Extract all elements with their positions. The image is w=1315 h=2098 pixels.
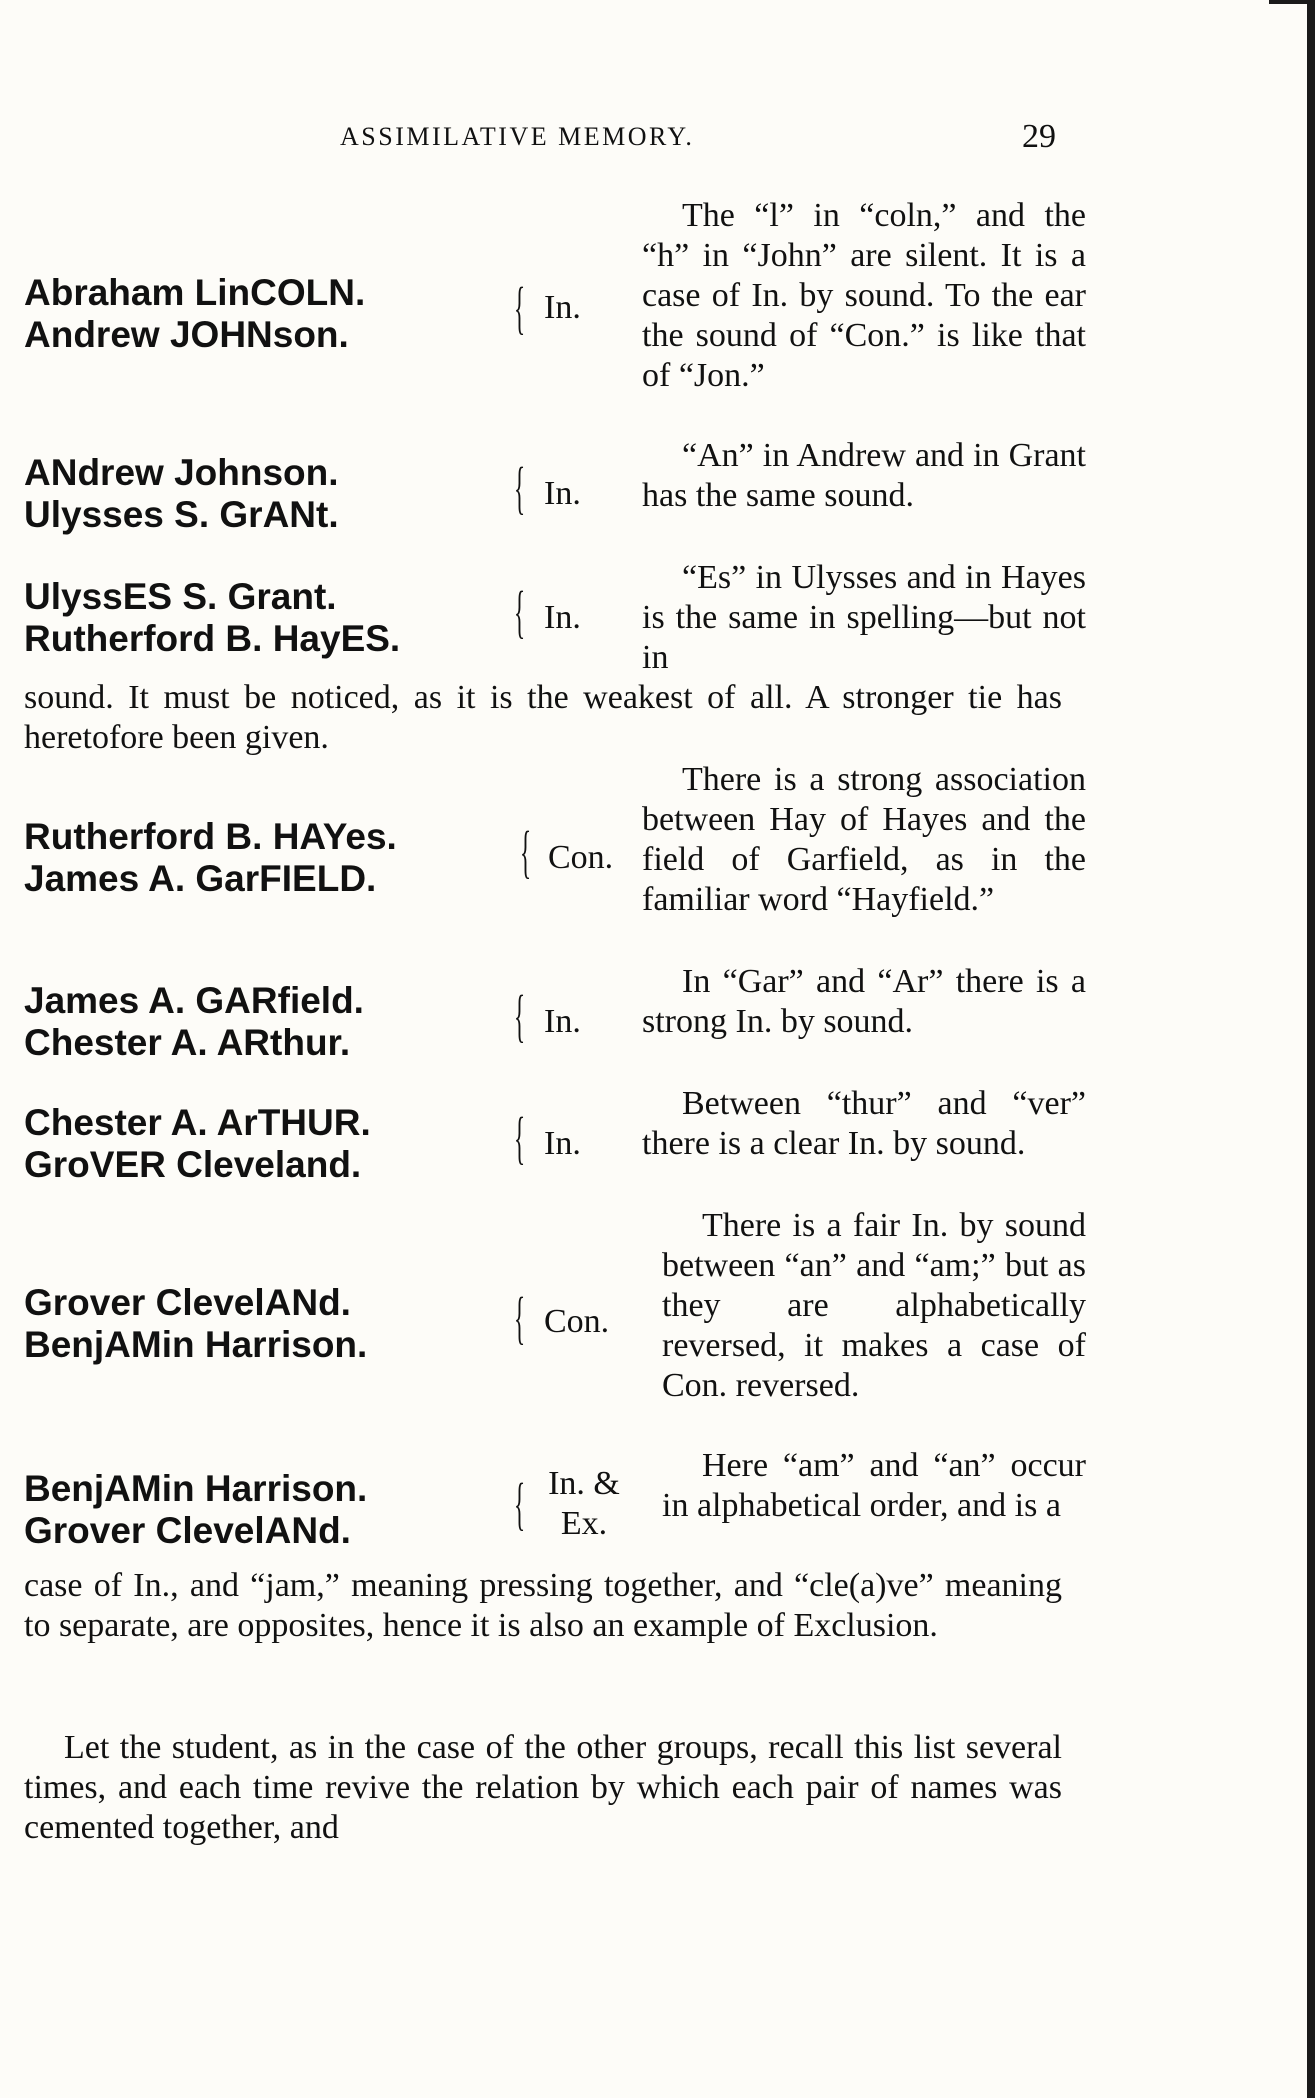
- pair-harrison-cleveland: [24, 1446, 1086, 1686]
- brace: {: [514, 455, 526, 520]
- explanation-continuation: case of In., and “jam,” meaning pressing together, and “cle(a)ve” meaning to separate, are opposites, hence it is also an example of Exclusion.: [24, 1567, 1062, 1644]
- pair-grant-hayes: [24, 558, 1086, 758]
- pair-garfield-arthur: [24, 962, 1086, 1082]
- brace: {: [514, 1285, 526, 1350]
- name-list: [24, 272, 524, 356]
- name: Abraham LinCOLN.: [24, 272, 366, 313]
- name-list: [24, 576, 524, 660]
- pair-lincoln-johnson: [24, 196, 1086, 432]
- explanation: “Es” in Ulysses and in Hayes is the same in spelling—but not in: [642, 559, 1086, 676]
- explanation: The “l” in “coln,” and the “h” in “John” are silent. It is a case of In. by sound. To the ear the sound of “Con.” is like that of “Jon.”: [642, 197, 1086, 394]
- relation: In.: [544, 1125, 581, 1162]
- name-list: [24, 1282, 524, 1366]
- relation: In.: [544, 599, 581, 636]
- name-list: [24, 816, 524, 900]
- brace: {: [520, 819, 532, 884]
- name-list: [24, 980, 524, 1064]
- name: UlyssES S. Grant.: [24, 576, 337, 617]
- name: Chester A. ARthur.: [24, 1022, 351, 1063]
- explanation: In “Gar” and “Ar” there is a strong In. by sound.: [642, 963, 1086, 1040]
- page-number: 29: [1022, 118, 1056, 155]
- name-list: [24, 1102, 524, 1186]
- explanation: Here “am” and “an” occur in alphabetical order, and is a: [662, 1447, 1086, 1524]
- brace: {: [514, 1105, 526, 1170]
- explanation: There is a fair In. by sound between “an” and “am;” but as they are alphabetically reversed, it makes a case of Con. reversed.: [662, 1207, 1086, 1404]
- name: ANdrew Johnson.: [24, 452, 339, 493]
- relation: In.: [544, 1003, 581, 1040]
- name: Chester A. ArTHUR.: [24, 1102, 371, 1143]
- relation: In.: [544, 289, 581, 326]
- name: James A. GARfield.: [24, 980, 364, 1021]
- relation: In.: [544, 475, 581, 512]
- pair-hayes-garfield: [24, 760, 1086, 956]
- brace: {: [514, 275, 526, 340]
- name: Grover ClevelANd.: [24, 1510, 351, 1551]
- relation: In. & Ex.: [548, 1465, 620, 1542]
- explanation: Between “thur” and “ver” there is a clear In. by sound.: [642, 1085, 1086, 1162]
- relation: Con.: [548, 839, 614, 876]
- pair-cleveland-harrison: [24, 1206, 1086, 1442]
- page-edge: [1307, 0, 1315, 2098]
- brace: {: [514, 1471, 526, 1536]
- brace: {: [514, 579, 526, 644]
- explanation: There is a strong association between Hay of Hayes and the field of Garfield, as in the familiar word “Hayfield.”: [642, 761, 1086, 918]
- name: Andrew JOHNson.: [24, 314, 349, 355]
- explanation: “An” in Andrew and in Grant has the same sound.: [642, 437, 1086, 514]
- closing-paragraph: Let the student, as in the case of the other groups, recall this list several times, and each time revive the relation by which each pair of names was cemented together, and: [24, 1729, 1062, 1846]
- page-header: [0, 118, 1315, 158]
- name: Grover ClevelANd.: [24, 1282, 351, 1323]
- name: Rutherford B. HayES.: [24, 618, 401, 659]
- name: BenjAMin Harrison.: [24, 1468, 368, 1509]
- name-list: [24, 1468, 524, 1552]
- name: Rutherford B. HAYes.: [24, 816, 397, 857]
- name-list: [24, 452, 524, 536]
- relation: Con.: [544, 1303, 610, 1340]
- pair-johnson-grant: [24, 436, 1086, 556]
- page-edge-top: [1269, 0, 1307, 4]
- pair-arthur-cleveland: [24, 1084, 1086, 1204]
- name: GroVER Cleveland.: [24, 1144, 362, 1185]
- brace: {: [514, 983, 526, 1048]
- name: James A. GarFIELD.: [24, 858, 377, 899]
- name: Ulysses S. GrANt.: [24, 494, 339, 535]
- running-head: ASSIMILATIVE MEMORY.: [340, 122, 695, 151]
- name: BenjAMin Harrison.: [24, 1324, 368, 1365]
- explanation-continuation: sound. It must be noticed, as it is the weakest of all. A stronger tie has heretofore been given.: [24, 679, 1062, 756]
